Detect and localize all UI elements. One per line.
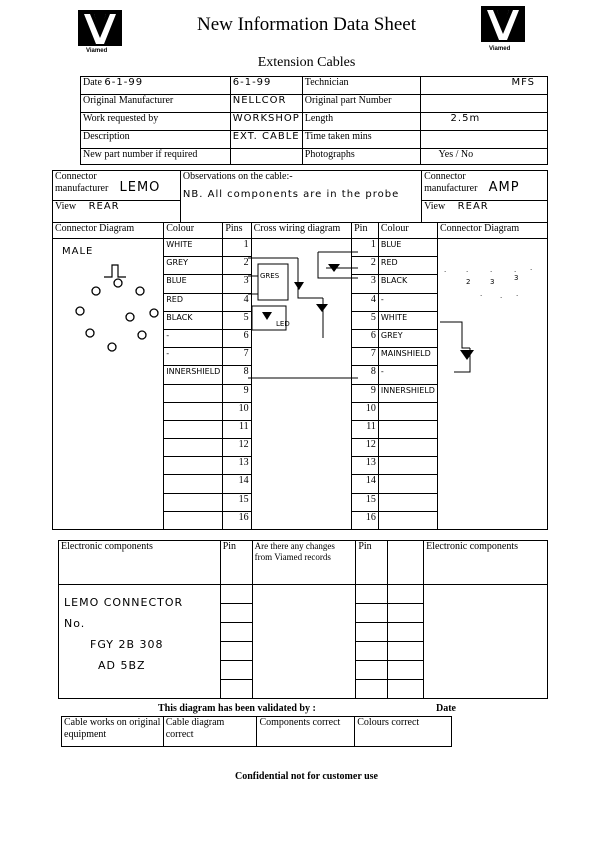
- component-right-colour-cell: [388, 680, 424, 699]
- right-pin-number: 4: [352, 293, 379, 311]
- orig-manufacturer-value: NELLCOR: [230, 95, 302, 113]
- right-pin-number: 1: [352, 239, 379, 257]
- right-pin-number: 11: [352, 420, 379, 438]
- right-colour-cell: [378, 493, 437, 511]
- male-note: MALE: [62, 246, 94, 257]
- left-pin-number: 5: [223, 311, 251, 329]
- left-colour-cell: [164, 493, 223, 511]
- work-label: Work requested by: [81, 113, 231, 131]
- time-value: [420, 131, 547, 149]
- newpart-value: [230, 149, 302, 165]
- component-pin-cell: [220, 585, 252, 604]
- left-colour-cell: [164, 439, 223, 457]
- right-pin-header: Pin: [352, 223, 379, 239]
- component-pin-cell: [220, 642, 252, 661]
- right-pin-number: 13: [352, 457, 379, 475]
- right-colour-cell: [378, 420, 437, 438]
- right-colour-cell: MAINSHIELD: [378, 348, 437, 366]
- left-colour-cell: [164, 511, 223, 529]
- logo-right-caption: Viamed: [489, 46, 511, 52]
- date-label: Date: [83, 77, 102, 88]
- right-colour-cell: [378, 457, 437, 475]
- left-pin-number: 11: [223, 420, 251, 438]
- lemo-line-3: FGY 2B 308: [90, 638, 164, 651]
- right-pin-number: 14: [352, 475, 379, 493]
- right-pin-number: 2: [352, 257, 379, 275]
- changes-label: Are there any changes from Viamed records: [252, 541, 356, 585]
- component-pin-cell: [220, 623, 252, 642]
- left-pin-number: 4: [223, 293, 251, 311]
- right-colour-cell: RED: [378, 257, 437, 275]
- svg-text:·: ·: [490, 268, 493, 276]
- svg-text:2: 2: [466, 278, 471, 286]
- gres-note: GRES: [260, 272, 280, 280]
- lemo-line-4: AD 5BZ: [98, 659, 146, 672]
- cross-wiring-diagram-icon: [248, 238, 358, 408]
- component-right-colour-cell: [388, 661, 424, 680]
- component-right-colour-cell: [388, 604, 424, 623]
- left-pin-number: 12: [223, 439, 251, 457]
- component-right-colour-cell: [388, 642, 424, 661]
- left-pin-number: 15: [223, 493, 251, 511]
- components-right-cell: [424, 585, 548, 699]
- observations-label: Observations on the cable:-: [182, 171, 293, 182]
- right-diagram-label: Connector Diagram: [437, 223, 547, 239]
- right-colour-cell: -: [378, 293, 437, 311]
- components-right-colour: [388, 541, 424, 585]
- left-pin-number: 14: [223, 475, 251, 493]
- changes-cell: [252, 585, 356, 699]
- left-colour-cell: [164, 384, 223, 402]
- component-right-pin-cell: [356, 623, 388, 642]
- svg-text:3: 3: [514, 274, 519, 282]
- right-manufacturer-label: Connector manufacturer: [424, 171, 478, 194]
- svg-text:3: 3: [490, 278, 495, 286]
- right-pin-number: 9: [352, 384, 379, 402]
- left-pin-number: 13: [223, 457, 251, 475]
- left-colour-cell: BLUE: [164, 275, 223, 293]
- lemo-line-1: LEMO CONNECTOR: [64, 596, 184, 609]
- components-pin-label: Pin: [220, 541, 252, 585]
- right-colour-cell: WHITE: [378, 311, 437, 329]
- left-pin-number: 9: [223, 384, 251, 402]
- left-pin-number: 6: [223, 329, 251, 347]
- right-pin-number: 12: [352, 439, 379, 457]
- right-pin-number: 3: [352, 275, 379, 293]
- right-colour-header: Colour: [378, 223, 437, 239]
- component-right-pin-cell: [356, 585, 388, 604]
- technician-label: Technician: [302, 77, 420, 95]
- amp-connector-pin-diagram-icon: [430, 262, 545, 412]
- left-colour-cell: [164, 457, 223, 475]
- svg-text:·: ·: [530, 266, 533, 274]
- left-colour-cell: GREY: [164, 257, 223, 275]
- components-right-label: Electronic components: [424, 541, 548, 585]
- technician-value: MFS: [420, 77, 547, 95]
- left-pin-number: 1: [223, 239, 251, 257]
- right-colour-cell: INNERSHIELD: [378, 384, 437, 402]
- right-pin-number: 8: [352, 366, 379, 384]
- right-pin-number: 5: [352, 311, 379, 329]
- page-title: New Information Data Sheet: [197, 14, 416, 35]
- cross-wiring-header: Cross wiring diagram: [251, 223, 352, 239]
- component-right-colour-cell: [388, 623, 424, 642]
- validation-date-label: Date: [436, 703, 456, 714]
- right-pin-number: 16: [352, 511, 379, 529]
- left-manufacturer-value: LEMO: [119, 180, 161, 195]
- date-value: 6-1-99: [104, 77, 144, 88]
- component-right-colour-cell: [388, 585, 424, 604]
- validation-cell-original: Cable works on original equipment: [62, 717, 164, 747]
- right-colour-cell: [378, 511, 437, 529]
- left-pin-number: 16: [223, 511, 251, 529]
- info-table: [80, 76, 548, 165]
- component-right-pin-cell: [356, 604, 388, 623]
- orig-part-value: [420, 95, 547, 113]
- left-pin-number: 8: [223, 366, 251, 384]
- component-pin-cell: [220, 661, 252, 680]
- lemo-line-2: No.: [64, 617, 86, 630]
- led-note: LED: [276, 320, 290, 328]
- right-colour-cell: BLACK: [378, 275, 437, 293]
- page-subtitle: Extension Cables: [257, 55, 356, 70]
- newpart-label: New part number if required: [81, 149, 231, 165]
- left-colour-cell: RED: [164, 293, 223, 311]
- left-colour-cell: [164, 402, 223, 420]
- right-pin-number: 6: [352, 329, 379, 347]
- component-right-pin-cell: [356, 680, 388, 699]
- right-view-value: REAR: [457, 201, 489, 212]
- left-colour-cell: [164, 420, 223, 438]
- logo-left-caption: Viamed: [86, 48, 108, 54]
- svg-text:·: ·: [480, 292, 483, 300]
- component-right-pin-cell: [356, 661, 388, 680]
- right-pin-number: 10: [352, 402, 379, 420]
- component-pin-cell: [220, 604, 252, 623]
- right-pin-number: 15: [352, 493, 379, 511]
- length-label: Length: [302, 113, 420, 131]
- description-value: EXT. CABLE: [230, 131, 302, 149]
- left-pin-number: 3: [223, 275, 251, 293]
- right-colour-cell: [378, 475, 437, 493]
- connector-header-table: [52, 170, 548, 223]
- components-left-label: Electronic components: [59, 541, 221, 585]
- right-colour-cell: GREY: [378, 329, 437, 347]
- right-manufacturer-value: AMP: [488, 180, 520, 195]
- right-view-label: View: [424, 201, 446, 212]
- left-colour-header: Colour: [164, 223, 223, 239]
- orig-part-label: Original part Number: [302, 95, 420, 113]
- left-pin-number: 2: [223, 257, 251, 275]
- left-pin-number: 7: [223, 348, 251, 366]
- left-colour-cell: -: [164, 329, 223, 347]
- left-colour-cell: [164, 475, 223, 493]
- validation-cell-colours: Colours correct: [355, 717, 452, 747]
- validation-cell-components: Components correct: [257, 717, 355, 747]
- svg-text:·: ·: [466, 268, 469, 276]
- left-colour-cell: WHITE: [164, 239, 223, 257]
- right-colour-cell: [378, 439, 437, 457]
- left-view-label: View: [55, 201, 77, 212]
- time-label: Time taken mins: [302, 131, 420, 149]
- orig-manufacturer-label: Original Manufacturer: [81, 95, 231, 113]
- validation-cell-diagram: Cable diagram correct: [163, 717, 257, 747]
- observations-value: NB. All components are in the probe: [182, 189, 400, 200]
- right-colour-cell: BLUE: [378, 239, 437, 257]
- description-label: Description: [81, 131, 231, 149]
- left-view-value: REAR: [88, 201, 120, 212]
- lemo-connector-pin-diagram-icon: [60, 255, 180, 365]
- photos-options: Yes / No: [420, 149, 547, 165]
- svg-text:·: ·: [514, 268, 517, 276]
- right-colour-cell: [378, 402, 437, 420]
- components-right-pin-label: Pin: [356, 541, 388, 585]
- left-manufacturer-label: Connector manufacturer: [55, 171, 109, 194]
- validation-table: [61, 716, 452, 747]
- photos-label: Photographs: [302, 149, 420, 165]
- length-value: 2.5m: [420, 113, 547, 131]
- left-pins-header: Pins: [223, 223, 251, 239]
- left-diagram-label: Connector Diagram: [53, 223, 164, 239]
- left-colour-cell: -: [164, 348, 223, 366]
- left-colour-cell: BLACK: [164, 311, 223, 329]
- lemo-notes: [64, 592, 183, 676]
- confidential-footer: Confidential not for customer use: [235, 771, 378, 782]
- svg-text:·: ·: [444, 268, 447, 276]
- work-value: WORKSHOP: [230, 113, 302, 131]
- svg-text:·: ·: [516, 292, 519, 300]
- left-pin-number: 10: [223, 402, 251, 420]
- validation-heading: This diagram has been validated by :: [158, 703, 316, 714]
- svg-text:·: ·: [500, 294, 503, 302]
- right-colour-cell: -: [378, 366, 437, 384]
- date-value-2: 6-1-99: [230, 77, 302, 95]
- component-right-pin-cell: [356, 642, 388, 661]
- left-colour-cell: INNERSHIELD: [164, 366, 223, 384]
- component-pin-cell: [220, 680, 252, 699]
- right-pin-number: 7: [352, 348, 379, 366]
